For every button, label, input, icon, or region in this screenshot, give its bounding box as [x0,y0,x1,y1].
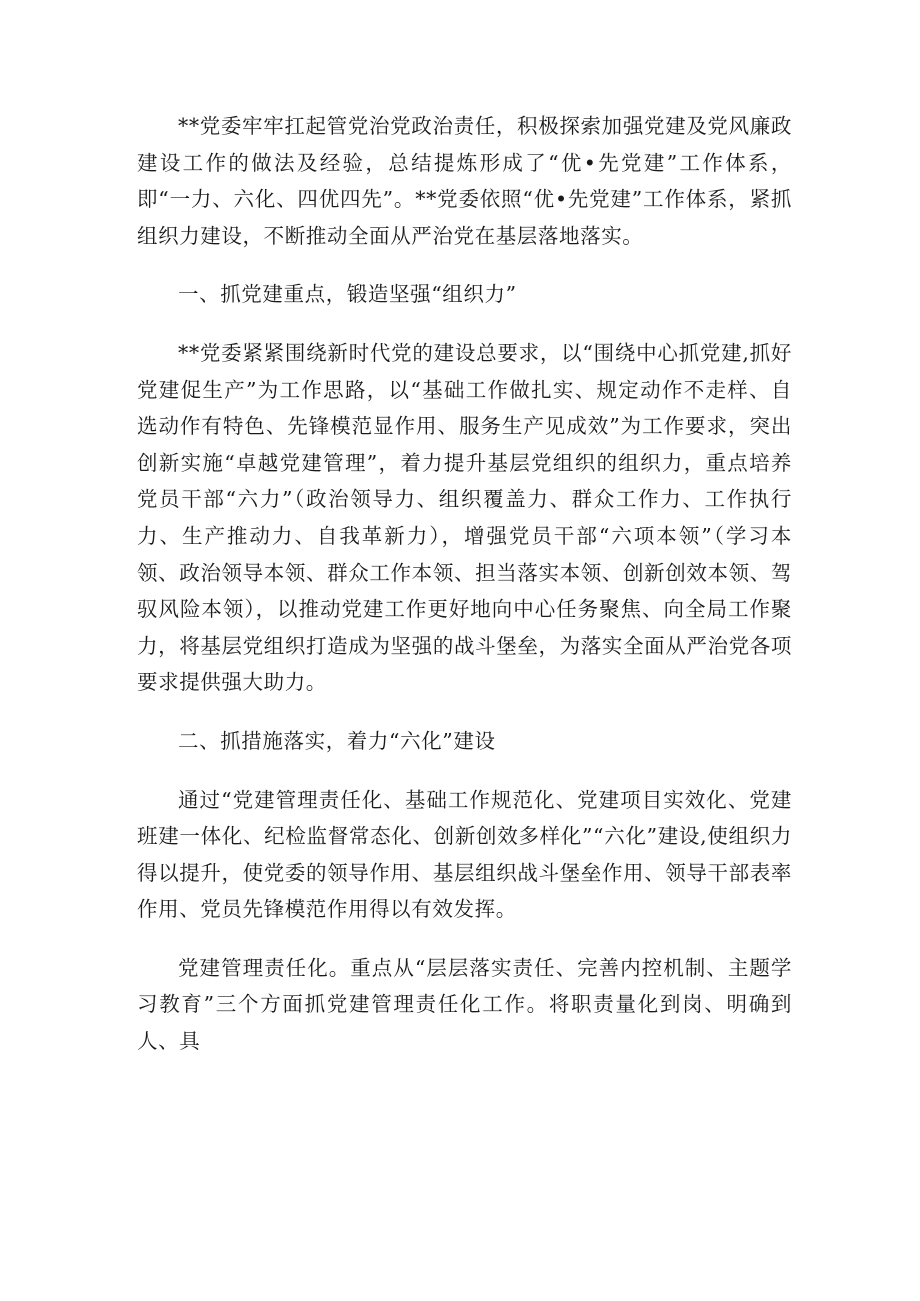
intro-paragraph: **党委牢牢扛起管党治党政治责任，积极探索加强党建及党风廉政建设工作的做法及经验，总结提炼形成了“优•先党建”工作体系，即“一力、六化、四优四先”。**党委依照“优•先党建”工作体系，紧抓组织力建设，不断推动全面从严治党在基层落地落实。 [137,114,792,248]
section-heading-1: 一、抓党建重点，锻造坚强“组织力” [178,282,517,307]
section-heading-2: 二、抓措施落实，着力“六化”建设 [178,728,496,753]
responsibility-paragraph: 党建管理责任化。重点从“层层落实责任、完善内控机制、主题学习教育”三个方面抓党建管理责任化工作。将职责量化到岗、明确到人、具 [137,955,792,1054]
section-2-paragraph: 通过“党建管理责任化、基础工作规范化、党建项目实效化、党建班建一体化、纪检监督常态化、创新创效多样化”“六化”建设,使组织力得以提升，使党委的领导作用、基层组织战斗堡垒作用、领导干部表率作用、党员先锋模范作用得以有效发挥。 [137,787,792,922]
section-1-paragraph: **党委紧紧围绕新时代党的建设总要求，以“围绕中心抓党建,抓好党建促生产”为工作思路，以“基础工作做扎实、规定动作不走样、自选动作有特色、先锋模范显作用、服务生产见成效”为工作要求，突出创新实施“卓越党建管理”，着力提升基层党组织的组织力，重点培养党员干部“六力”（政治领导力、组织覆盖力、群众工作力、工作执行力、生产推动力、自我革新力），增强党员干部“六项本领”（学习本领、政治领导本领、群众工作本领、担当落实本领、创新创效本领、驾驭风险本领），以推动党建工作更好地向中心任务聚焦、向全局工作聚力，将基层党组织打造成为坚强的战斗堡垒，为落实全面从严治党各项要求提供强大助力。 [137,340,792,695]
